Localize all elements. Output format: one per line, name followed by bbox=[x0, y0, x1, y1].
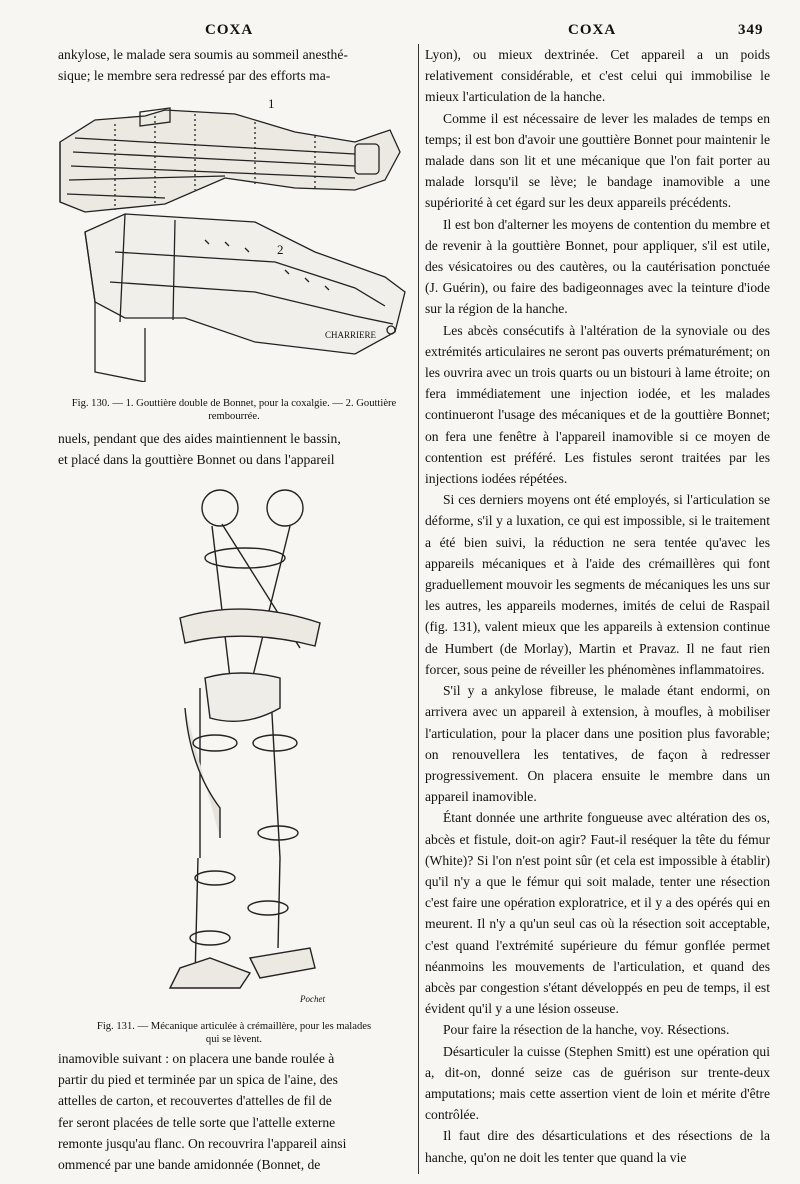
figure-131-mechanical-brace bbox=[150, 478, 350, 1008]
caption-line: rembourrée. bbox=[208, 411, 260, 422]
paragraph: Il est bon d'alterner les moyens de contention du membre et de revenir à la gouttière Bonnet, pour appliquer, s'il est utile, des vésicatoires ou des cautères, ou la cautérisation ponctuée (J. Guérin), ou faire des badigeonnages avec la teinture d'iode sur la région de la hanche. bbox=[425, 216, 770, 317]
column-divider bbox=[418, 44, 419, 1174]
text-line: partir du pied et terminée par un spica de l'aine, des bbox=[58, 1072, 338, 1088]
figure-130-caption bbox=[58, 397, 410, 423]
left-top-text bbox=[58, 44, 410, 86]
paragraph: Comme il est nécessaire de lever les malades de temps en temps; il est bon d'avoir une gouttière Bonnet pour maintenir le malade dans son lit et une mécanique que l'on fait porter au malade lorsqu'il se lève; le bandage inamovible a une supériorité à cet égard sur les deux appareils précédents. bbox=[425, 110, 770, 211]
running-head-left: COXA bbox=[205, 22, 254, 38]
left-mid-text bbox=[58, 428, 410, 470]
caption-line: Fig. 131. — Mécanique articulée à crémaillère, pour les malades bbox=[96, 1021, 372, 1032]
page-number: 349 bbox=[738, 22, 764, 38]
text-line: nuels, pendant que des aides maintiennent le bassin, bbox=[58, 431, 341, 446]
paragraph: Les abcès consécutifs à l'altération de la synoviale ou des extrémités articulaires ne seront pas ouverts prématurément; on les ouvrira avec un trois quarts ou un bistouri à lame étroite; on fera immédiatement une injection iodée, et les malades continueront l'usage des mécaniques et de la gouttière Bonnet; on fera une fenêtre à l'appareil inamovible si ce moyen de contention est préféré. Les fistules seront traitées par les injections iodées répétées. bbox=[425, 322, 770, 487]
paragraph: S'il y a ankylose fibreuse, le malade étant endormi, on arrivera avec un appareil à extension, à moufles, à mobiliser l'articulation, pour la placer dans une position plus favorable; on renouvellera les tentatives, de façon à redresser progressivement. On placera ensuite le membre dans un appareil inamovible. bbox=[425, 683, 770, 805]
paragraph: Pour faire la résection de la hanche, voy. Résections. bbox=[443, 1022, 730, 1038]
figure-131-caption bbox=[58, 1020, 410, 1046]
text-line: attelles de carton, et recouvertes d'attelles de fil de bbox=[58, 1093, 332, 1109]
maker-mark: CHARRIERE bbox=[325, 330, 377, 340]
figure-130-splints bbox=[55, 92, 415, 382]
running-head-right: COXA bbox=[568, 22, 617, 38]
text-line: et placé dans la gouttière Bonnet ou dans l'appareil bbox=[58, 452, 335, 468]
paragraph: Si ces derniers moyens ont été employés, si l'articulation se déforme, s'il y a luxation, ce qui est impossible, si le traitement a été bien suivi, la réduction ne sera tentée qu'avec les appareils mécaniques et à l'aide des crémaillères qui font graduellement mouvoir les segments de mécaniques les uns sur les autres, les appareils modernes, imités de celui de Raspail (fig. 131), valent mieux que les appareils à extension continue de Humbert (de Morlay), Martin et Pravaz. Il ne faut rien forcer, sous peine de réveiller les phénomènes inflammatoires. bbox=[425, 492, 770, 677]
text-line: ankylose, le malade sera soumis au sommeil anesthé- bbox=[58, 47, 348, 62]
caption-line: Fig. 130. — 1. Gouttière double de Bonnet, pour la coxalgie. — 2. Gouttière bbox=[71, 398, 397, 409]
figure-label-1: 1 bbox=[268, 96, 275, 111]
caption-line: qui se lèvent. bbox=[205, 1034, 263, 1045]
right-column-text bbox=[425, 44, 770, 1168]
engraver-signature: Pochet bbox=[300, 994, 325, 1004]
text-line: sique; le membre sera redressé par des efforts ma- bbox=[58, 68, 331, 84]
paragraph: Désarticuler la cuisse (Stephen Smitt) est une opération qui a, dit-on, donné seize cas de guérison sur trente-deux amputations; mais cette assertion vient de loin et mérite d'être contrôlée. bbox=[425, 1043, 770, 1123]
text-line: remonte jusqu'au flanc. On recouvrira l'appareil ainsi bbox=[58, 1135, 347, 1151]
text-line: inamovible suivant : on placera une bande roulée à bbox=[58, 1051, 335, 1066]
left-bottom-text bbox=[58, 1048, 410, 1175]
text-line: fer seront placées de telle sorte que l'attelle externe bbox=[58, 1114, 336, 1130]
paragraph: Il faut dire des désarticulations et des résections de la hanche, qu'on ne doit les tenter que quand la vie bbox=[425, 1128, 770, 1165]
text-line: ommencé par une bande amidonnée (Bonnet, de bbox=[58, 1157, 321, 1173]
paragraph: Lyon), ou mieux dextrinée. Cet appareil a un poids relativement considérable, et c'est celui qui immobilise le mieux l'articulation de la hanche. bbox=[425, 47, 770, 105]
figure-label-2: 2 bbox=[277, 242, 284, 257]
paragraph: Étant donnée une arthrite fongueuse avec altération des os, abcès et fistule, doit-on agir? Faut-il reséquer la tête du fémur (White)? Si l'on n'est point sûr (et cela est impossible à établir) qu'il n'y a que le fémur qui soit malade, tenter une résection c'est faire une opération exploratrice, et il y a des opérés qui en meurent. Il n'y a qu'un seul cas où la résection soit acceptable, c'est quand l'extrémité supérieure du fémur gonflée permet néanmoins les mouvements de l'articulation, et quand des abcès par congestion s'étant développés en peu de temps, il est évident qu'il y a une lésion osseuse. bbox=[425, 810, 770, 1017]
